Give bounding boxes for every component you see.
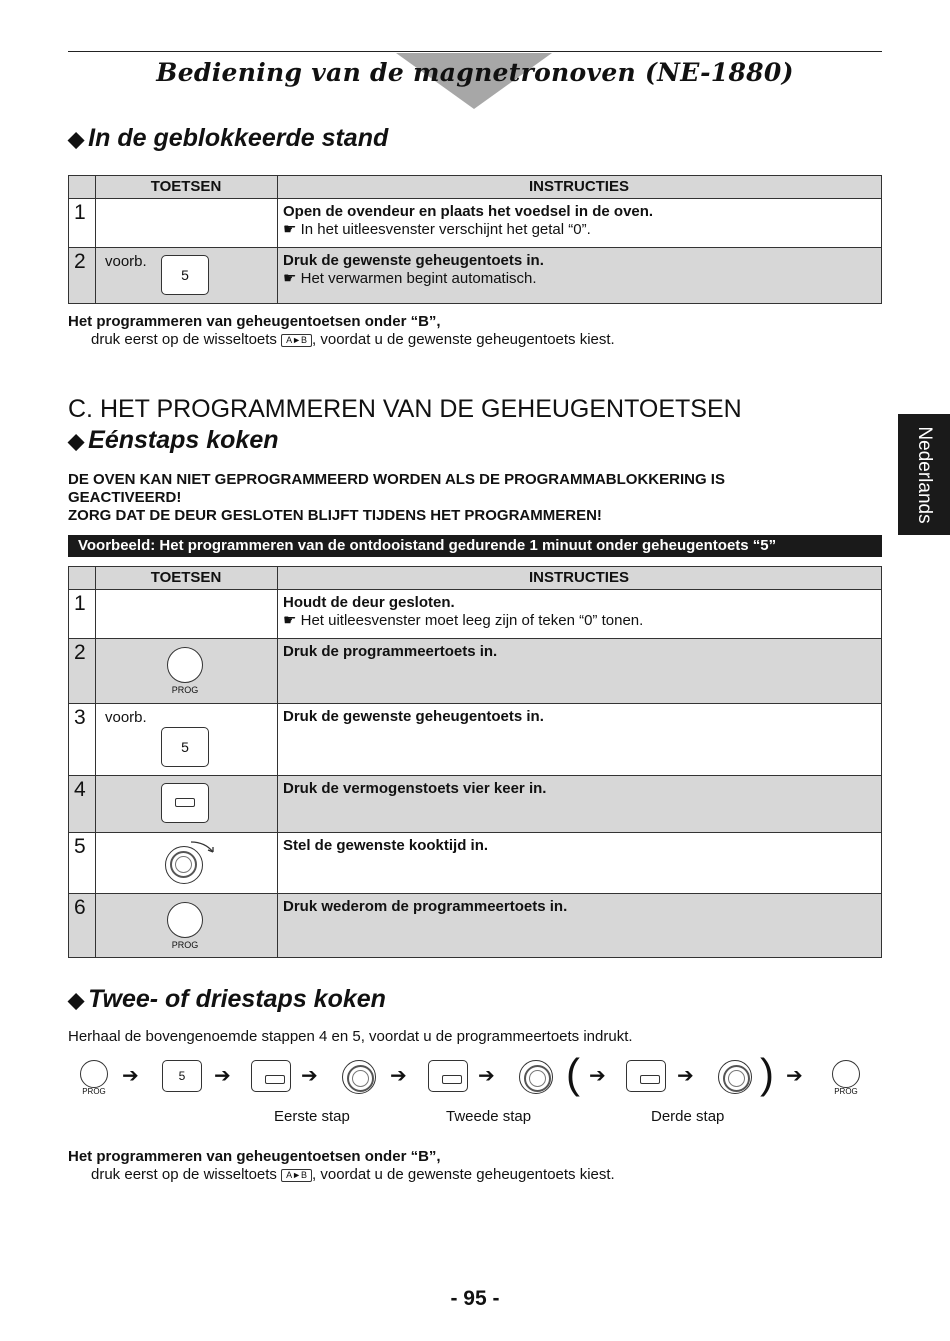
note-b-keys: Het programmeren van geheugentoetsen onder “B”, druk eerst op de wisseltoets A►B , voordat u de gewenste geheugentoets kiest. [68,1148,615,1183]
diamond-icon: ◆ [68,430,85,453]
table-header [69,176,881,198]
stage-label: Eerste stap [274,1108,350,1125]
close-paren: ) [760,1050,774,1097]
page-title: Bediening van de magnetronoven (NE-1880) [156,58,794,87]
table-row: 2 PROG Druk de programmeertoets in. [69,638,881,703]
section-heading-locked: ◆ In de geblokkeerde stand [68,124,389,152]
table-row: 4 Druk de vermogenstoets vier keer in. [69,775,881,832]
prog-button[interactable] [80,1060,108,1088]
col-instructions: INSTRUCTIES [528,178,629,195]
table-row: 1 Houdt de deur gesloten. ☛ Het uitleesvenster moet leeg zijn of teken “0” tonen. [69,589,881,638]
time-dial[interactable] [342,1060,376,1094]
programming-table [68,566,882,958]
memory-key-5[interactable]: 5 [161,255,209,295]
section-heading-one-stage: ◆ Eénstaps koken [68,426,279,454]
prog-button[interactable] [167,902,203,938]
memory-key-5[interactable]: 5 [161,727,209,767]
arrow-right-icon: ➔ [677,1065,694,1087]
prog-label: PROG [171,685,199,695]
arrow-right-icon: ➔ [390,1065,407,1087]
example-bar: Voorbeeld: Het programmeren van de ontdooistand gedurende 1 minuut onder geheugentoets “5” [68,535,882,557]
note-b-keys: Het programmeren van geheugentoetsen onder “B”, druk eerst op de wisseltoets A►B , voordat u de gewenste geheugentoets kiest. [68,313,615,348]
arrow-right-icon: ➔ [589,1065,606,1087]
power-key[interactable] [626,1060,666,1092]
col-keys: TOETSEN [95,176,278,198]
arrow-right-icon: ➔ [214,1065,231,1087]
diamond-icon: ◆ [68,128,85,151]
language-tab-label: Nederlands [914,425,935,524]
stage-label: Tweede stap [446,1108,532,1125]
page-number: - 95 - [450,1287,500,1310]
memory-key-5[interactable]: 5 [162,1060,202,1092]
power-key[interactable] [251,1060,291,1092]
table-row: 3 voorb. 5 Druk de gewenste geheugentoets in. [69,703,881,775]
prog-label: PROG [171,940,199,950]
table-header [69,567,881,589]
prog-button[interactable] [167,647,203,683]
table-row: 1 Open de ovendeur en plaats het voedsel in de oven. ☛ In het uitleesvenster verschijnt het getal “0”. [69,198,881,247]
section-heading-c: C. HET PROGRAMMEREN VAN DE GEHEUGENTOETSEN [68,395,742,423]
arrow-right-icon: ➔ [786,1065,803,1087]
ab-toggle-key[interactable]: A►B [281,1169,312,1182]
section-heading-multi-stage: ◆ Twee- of driestaps koken [68,985,386,1013]
arrow-right-icon: ➔ [301,1065,318,1087]
open-paren: ( [566,1050,580,1097]
arrow-right-icon: ➔ [478,1065,495,1087]
table-row: 6 PROG Druk wederom de programmeertoets in. [69,893,881,957]
header-rule [68,51,882,52]
time-dial[interactable] [718,1060,752,1094]
multi-stage-intro: Herhaal de bovengenoemde stappen 4 en 5, voordat u de programmeertoets indrukt. [68,1028,633,1045]
stage-label: Derde stap [651,1108,725,1125]
rotate-arrow-icon [189,838,219,858]
power-key[interactable] [428,1060,468,1092]
language-tab [898,414,950,535]
locked-table [68,175,882,304]
time-dial[interactable] [519,1060,553,1094]
warning-text: DE OVEN KAN NIET GEPROGRAMMEERD WORDEN ALS DE PROGRAMMABLOKKERING IS GEACTIVEERD! ZORG DAT DE DEUR GESLOTEN BLIJFT TIJDENS HET PROGRAMMEREN! [68,471,725,524]
diamond-icon: ◆ [68,989,85,1012]
col-keys: TOETSEN [95,567,278,589]
arrow-right-icon: ➔ [122,1065,139,1087]
ab-toggle-key[interactable]: A►B [281,334,312,347]
table-row: 5 Stel de gewenste kooktijd in. [69,832,881,893]
col-instructions: INSTRUCTIES [528,569,629,586]
power-key[interactable] [161,783,209,823]
table-row: 2 voorb. 5 Druk de gewenste geheugentoets in. ☛ Het verwarmen begint automatisch. [69,247,881,303]
prog-button[interactable] [832,1060,860,1088]
